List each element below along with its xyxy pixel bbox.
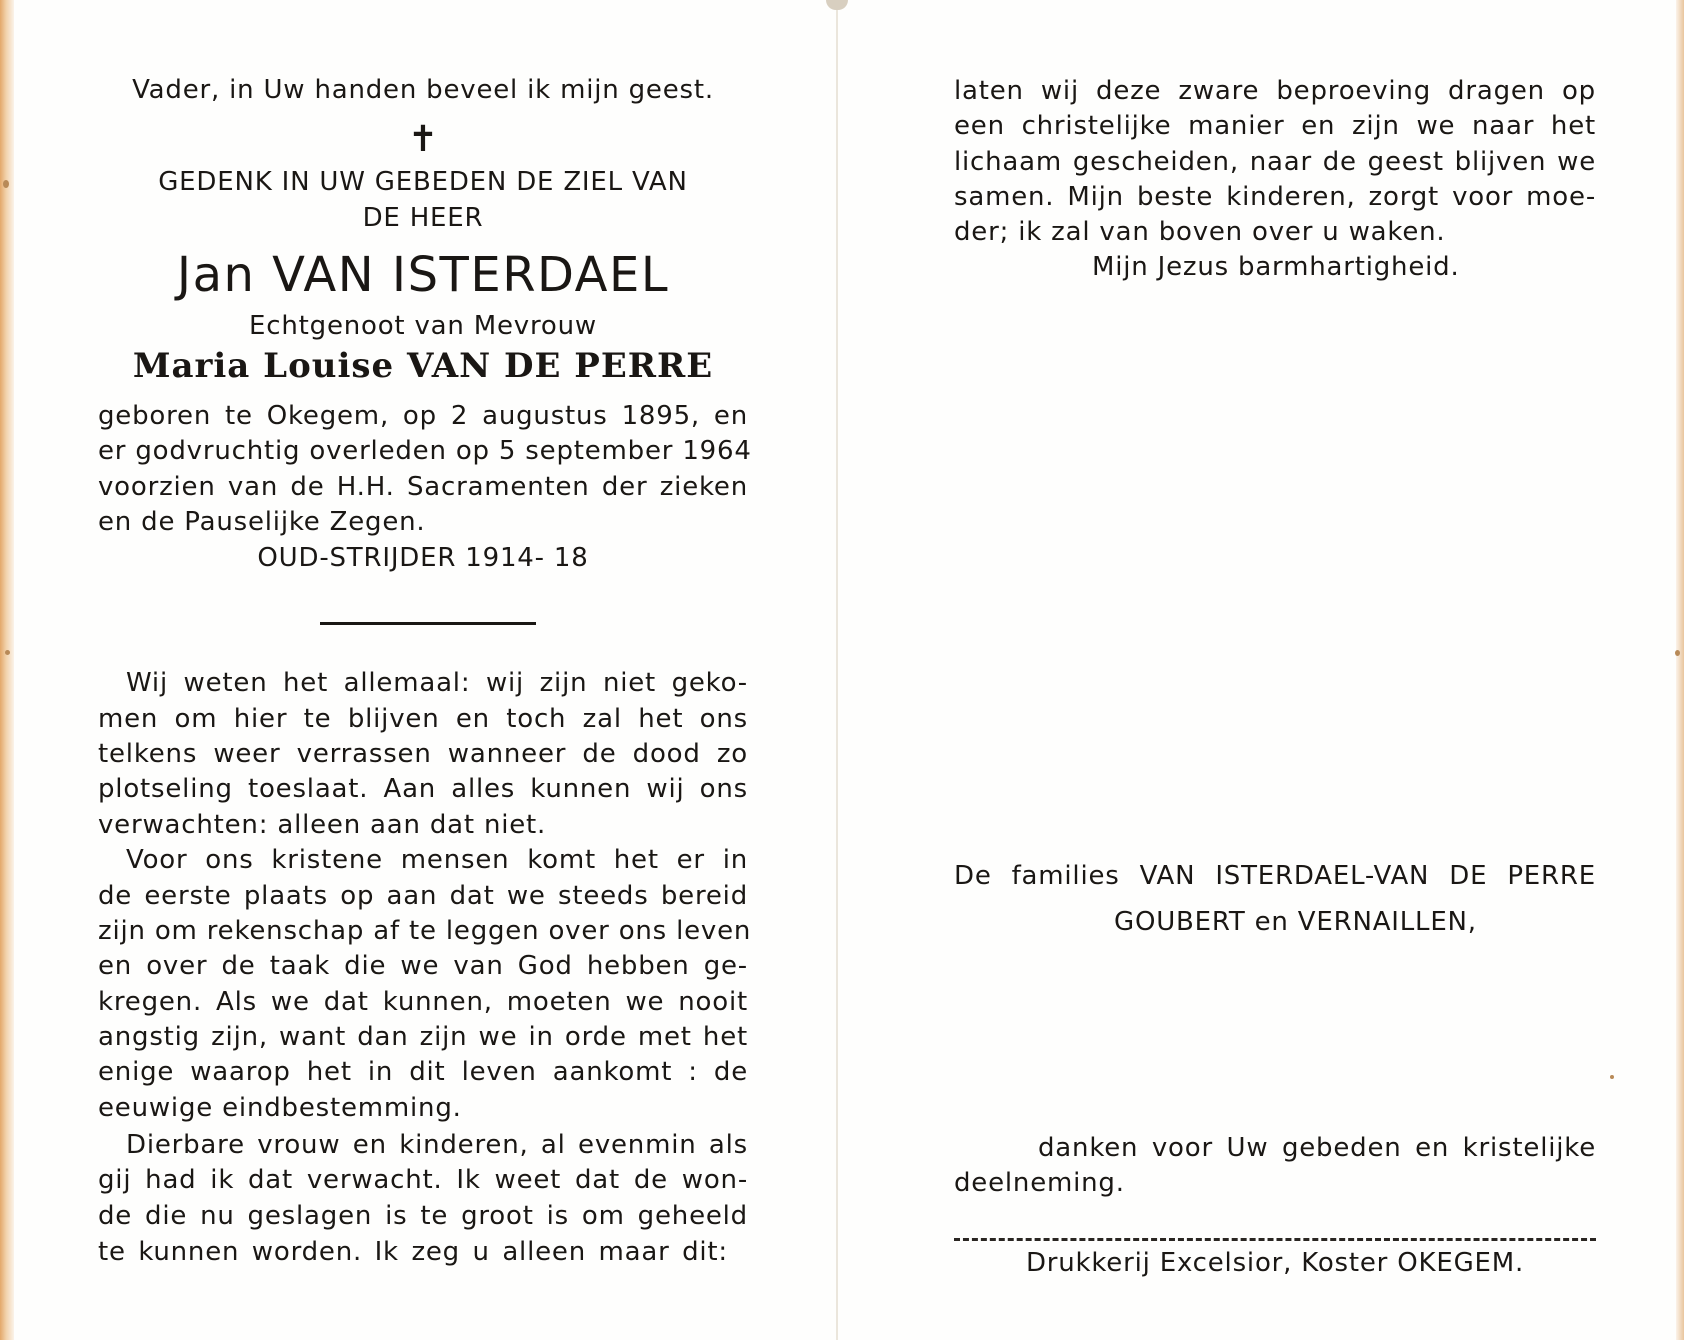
body-line: Voor ons kristene mensen komt het er in [126,845,748,875]
paper-edge-left [0,0,14,1340]
body-line: Dierbare vrouw en kinderen, al evenmin als [126,1130,748,1160]
body-line: eeuwige eindbestemming. [98,1093,462,1123]
paper-speck [5,650,10,655]
body-line: Wij weten het allemaal: wij zijn niet geko- [126,668,748,698]
body-line: kregen. Als we dat kunnen, moeten we nooit [98,987,748,1017]
veteran-line: OUD-STRIJDER 1914- 18 [257,543,589,573]
body-line: telkens weer verrassen wanneer de dood zo [98,739,748,769]
paper-speck [1610,1075,1614,1079]
body-line: enige waarop het in dit leven aankomt : de [98,1057,748,1087]
prayer-line: Mijn Jezus barmhartigheid. [1092,252,1460,282]
remember-line-2: DE HEER [362,203,484,233]
deceased-name: Jan VAN ISTERDAEL [176,247,670,303]
body-line: samen. Mijn beste kinderen, zorgt voor moe- [954,182,1596,212]
body-line: de die nu geslagen is te groot is om geheeld [98,1201,748,1231]
paper-edge-right [1676,0,1684,1340]
body-line: een christelijke manier en zijn we naar het [954,111,1596,141]
bio-line: geboren te Okegem, op 2 augustus 1895, en [98,401,748,431]
families-line-2: GOUBERT en VERNAILLEN, [1114,907,1477,937]
body-line: te kunnen worden. Ik zeg u alleen maar dit: [98,1237,728,1267]
spouse-name: Maria Louise VAN DE PERRE [132,346,714,386]
thanks-line-1: danken voor Uw gebeden en kristelijke [1038,1133,1596,1163]
divider-rule [320,622,536,625]
families-line-1: De families VAN ISTERDAEL-VAN DE PERRE [954,861,1596,891]
body-line: de eerste plaats op aan dat we steeds bereid [98,881,748,911]
cross-icon: ✝ [407,119,439,160]
paper-speck [3,180,9,188]
body-line: men om hier te blijven en toch zal het ons [98,704,748,734]
remember-line-1: GEDENK IN UW GEBEDEN DE ZIEL VAN [158,167,688,197]
center-fold [836,0,838,1340]
thanks-line-2: deelneming. [954,1168,1125,1198]
body-line: verwachten: alleen aan dat niet. [98,810,547,840]
body-line: angstig zijn, want dan zijn we in orde met het [98,1022,748,1052]
bio-line: er godvruchtig overleden op 5 september 1964 [98,436,752,466]
body-line: lichaam gescheiden, naar de geest blijven we [954,147,1596,177]
epigraph: Vader, in Uw handen beveel ik mijn geest. [132,75,714,105]
spouse-intro: Echtgenoot van Mevrouw [249,311,597,341]
body-line: plotseling toeslaat. Aan alles kunnen wij ons [98,774,748,804]
body-line: en over de taak die we van God hebben ge- [98,951,748,981]
bio-line: en de Pauselijke Zegen. [98,507,426,537]
paper-speck [1675,650,1680,656]
body-line: der; ik zal van boven over u waken. [954,217,1446,247]
printer-line: Drukkerij Excelsior, Koster OKEGEM. [1025,1248,1525,1278]
fold-notch [826,0,848,10]
bio-line: voorzien van de H.H. Sacramenten der zieken [98,472,748,502]
body-line: zijn om rekenschap af te leggen over ons leven [98,916,752,946]
body-line: gij had ik dat verwacht. Ik weet dat de won- [98,1165,748,1195]
body-line: laten wij deze zware beproeving dragen op [954,76,1596,106]
dashed-rule [954,1238,1596,1241]
